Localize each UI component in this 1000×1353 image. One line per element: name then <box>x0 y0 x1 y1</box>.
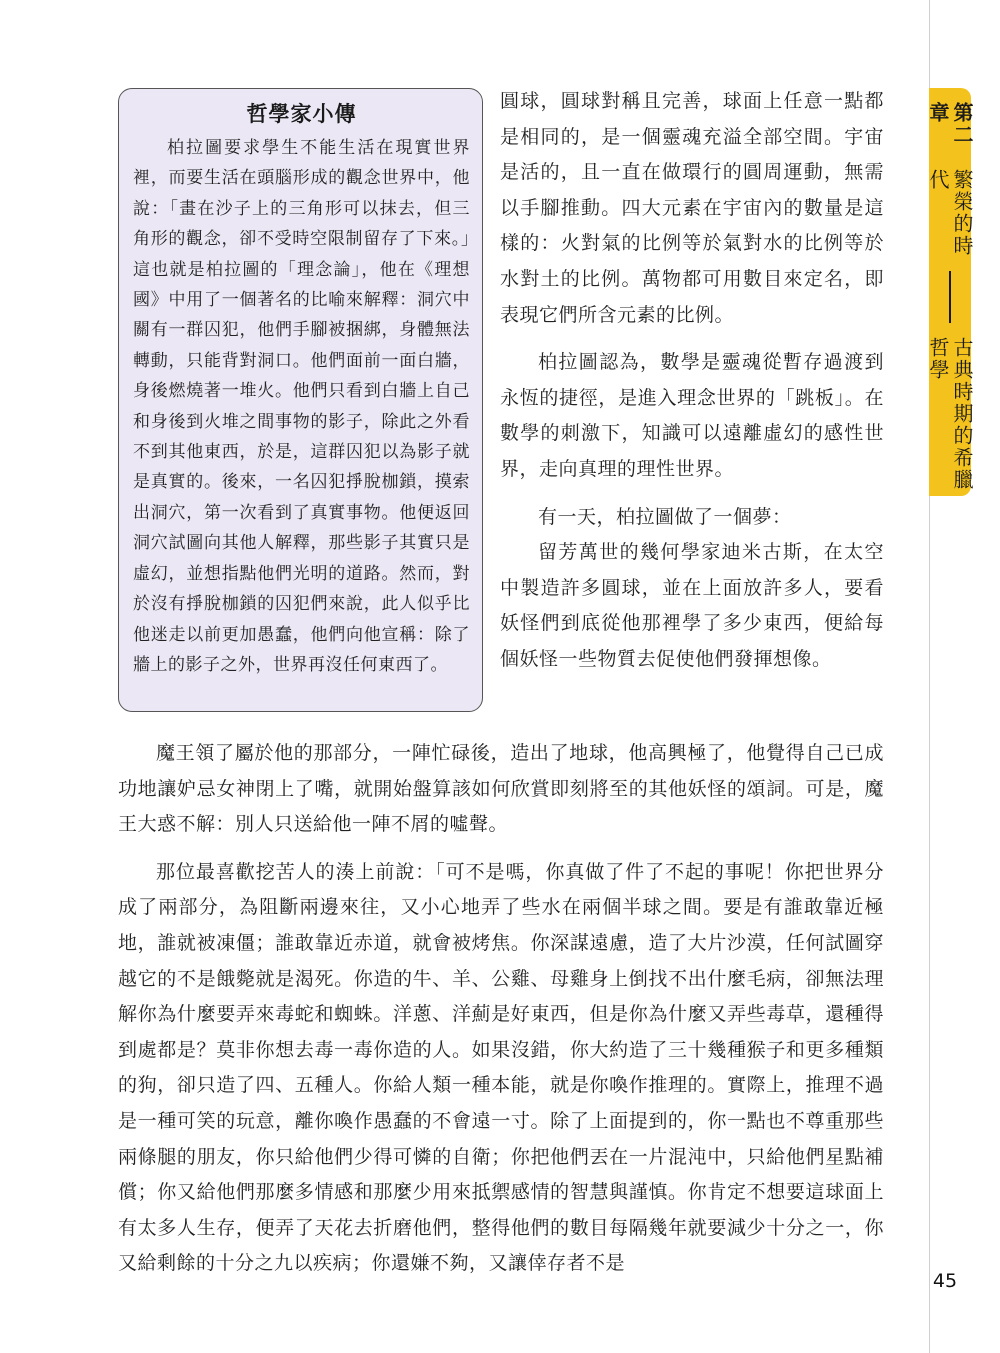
chapter-label: 第二章 <box>926 102 974 146</box>
page-number: 45 <box>932 1270 958 1292</box>
philosopher-bio-box <box>118 88 483 712</box>
main-text <box>118 736 884 1282</box>
right-paragraph-3: 有一天，柏拉圖做了一個夢： <box>538 505 792 528</box>
right-paragraph-4: 留芳萬世的幾何學家迪米古斯，在太空中製造許多圓球，並在上面放許多人，要看妖怪們到底從他那裡學了多少東西，便給每個妖怪一些物質去促使他們發揮想像。 <box>500 541 884 670</box>
chapter-title: 繁榮的時代 <box>926 169 974 258</box>
chapter-divider <box>949 271 951 322</box>
right-paragraph-2: 柏拉圖認為，數學是靈魂從暫存過渡到永恆的捷徑，是進入理念世界的「跳板」。在數學的刺激下，知識可以遠離虛幻的感性世界，走向真理的理性世界。 <box>500 351 884 480</box>
main-paragraph-1: 魔王領了屬於他的那部分，一陣忙碌後，造出了地球，他高興極了，他覺得自己已成功地讓妒忌女神閉上了嘴，就開始盤算該如何欣賞即刻將至的其他妖怪的頌詞。可是，魔王大惑不解：別人只送給他一陣不屑的噓聲。 <box>118 742 884 836</box>
right-column <box>500 84 884 678</box>
chapter-subtitle: 古典時期的希臘哲學 <box>926 336 974 491</box>
chapter-tab <box>926 88 974 496</box>
main-paragraph-2: 那位最喜歡挖苦人的湊上前說：「可不是嗎，你真做了件了不起的事呢！你把世界分成了兩部分，為阻斷兩邊來往，又小心地弄了些水在兩個半球之間。要是有誰敢靠近極地，誰就被凍僵；誰敢靠近赤道，就會被烤焦。你深謀遠慮，造了大片沙漠，任何試圖穿越它的不是餓斃就是渴死。你造的牛、羊、公雞、母雞身上倒找不出什麼毛病，卻無法理解你為什麼要弄來毒蛇和蜘蛛。洋蔥、洋薊是好東西，但是你為什麼又弄些毒草，還種得到處都是？莫非你想去毒一毒你造的人。如果沒錯，你大約造了三十幾種猴子和更多種類的狗，卻只造了四、五種人。你給人類一種本能，就是你喚作推理的。實際上，推理不過是一種可笑的玩意，離你喚作愚蠢的不會遠一寸。除了上面提到的，你一點也不尊重那些兩條腿的朋友，你只給他們少得可憐的自衛；你把他們丟在一片混沌中，只給他們星點補償；你又給他們那麼多情感和那麼少用來抵禦感情的智慧與謹慎。你肯定不想要這球面上有太多人生存，便弄了天花去折磨他們，整得他們的數目每隔幾年就要減少十分之一，你又給剩餘的十分之九以疾病；你還嫌不夠，又讓倖存者不是 <box>118 860 884 1275</box>
bio-text: 柏拉圖要求學生不能生活在現實世界裡，而要生活在頭腦形成的觀念世界中，他說：「畫在沙子上的三角形可以抹去，但三角形的觀念，卻不受時空限制留存了下來。」這也就是柏拉圖的「理念論」，他在《理想國》中用了一個著名的比喻來解釋：洞穴中關有一群囚犯，他們手腳被捆綁，身體無法轉動，只能背對洞口。他們面前一面白牆，身後燃燒著一堆火。他們只看到白牆上自己和身後到火堆之間事物的影子，除此之外看不到其他東西，於是，這群囚犯以為影子就是真實的。後來，一名囚犯掙脫枷鎖，摸索出洞穴，第一次看到了真實事物。他便返回洞穴試圖向其他人解釋，那些影子其實只是虛幻，並想指點他們光明的道路。然而，對於沒有掙脫枷鎖的囚犯們來說，此人似乎比他迷走以前更加愚蠢，他們向他宣稱：除了牆上的影子之外，世界再沒任何東西了。 <box>133 138 470 675</box>
bio-title: 哲學家小傳 <box>246 102 357 126</box>
right-paragraph-1: 圓球，圓球對稱且完善，球面上任意一點都是相同的，是一個靈魂充溢全部空間。宇宙是活的，且一直在做環行的圓周運動，無需以手腳推動。四大元素在宇宙內的數量是這樣的：火對氣的比例等於氣對水的比例等於水對土的比例。萬物都可用數目來定名，即表現它們所含元素的比例。 <box>500 90 884 326</box>
